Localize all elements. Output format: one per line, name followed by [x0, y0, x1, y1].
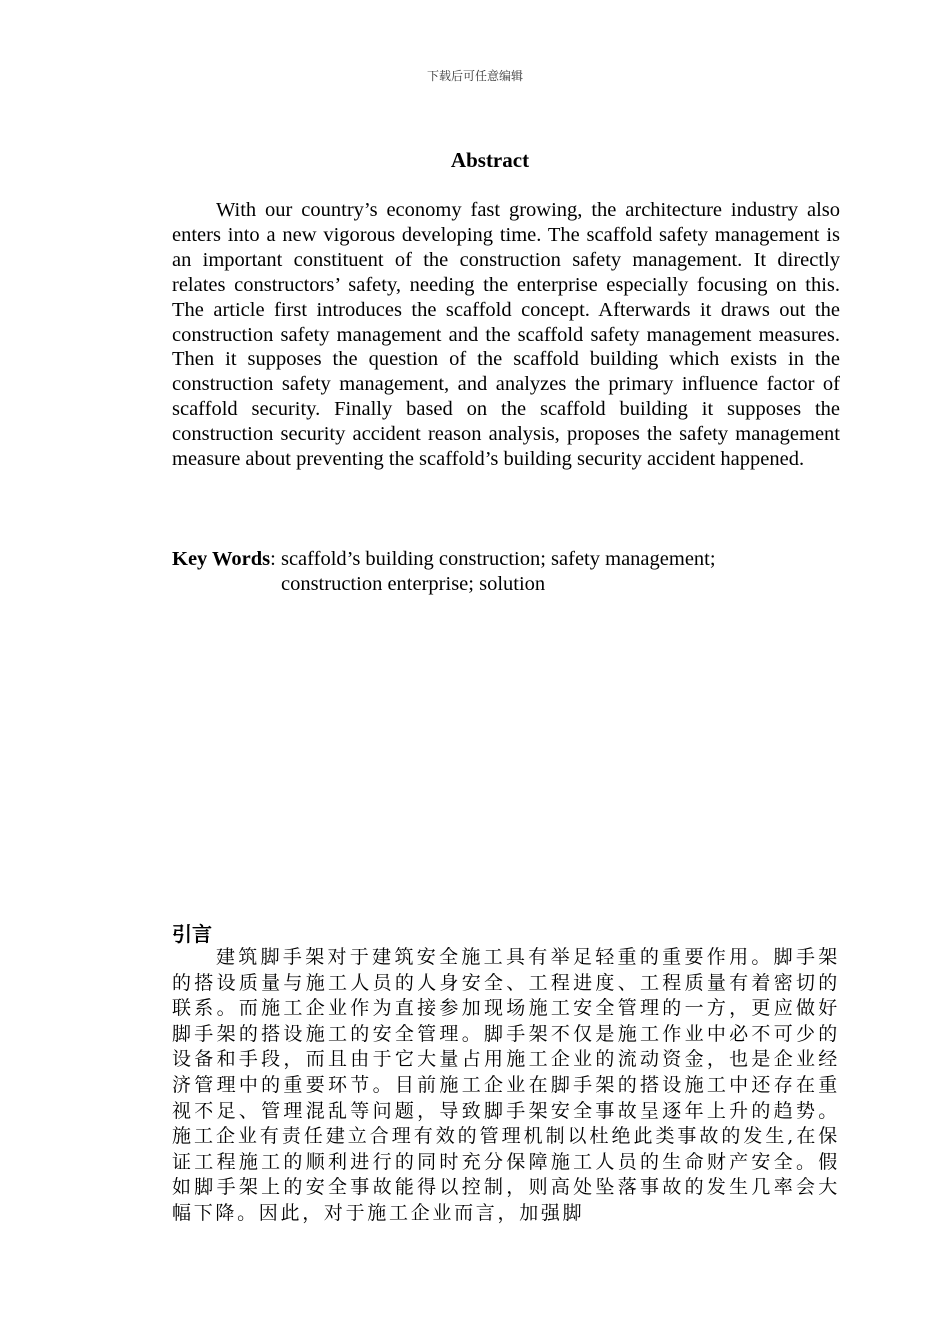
- keywords-list: [281, 547, 716, 597]
- header-note: 下载后可任意编辑: [426, 69, 523, 83]
- keywords-line-1: scaffold’s building construction; safety management;: [280, 548, 716, 570]
- introduction-heading: 引言: [172, 922, 212, 946]
- introduction-body: 建筑脚手架对于建筑安全施工具有举足轻重的重要作用。脚手架的搭设质量与施工人员的人身安全、工程进度、工程质量有着密切的联系。而施工企业作为直接参加现场施工安全管理的一方，更应做好脚手架的搭设施工的安全管理。脚手架不仅是施工作业中必不可少的设备和手段，而且由于它大量占用施工企业的流动资金，也是企业经济管理中的重要环节。目前施工企业在脚手架的搭设施工中还存在重视不足、管理混乱等问题，导致脚手架安全事故呈逐年上升的趋势。施工企业有责任建立合理有效的管理机制以杜绝此类事故的发生,在保证工程施工的顺利进行的同时充分保障施工人员的生命财产安全。假如脚手架上的安全事故能得以控制，则高处坠落事故的发生几率会大幅下降。因此，对于施工企业而言，加强脚: [172, 946, 840, 1224]
- keywords-line-2: construction enterprise; solution: [280, 573, 546, 595]
- keywords-block: [172, 547, 840, 597]
- abstract-title: Abstract: [450, 148, 530, 172]
- abstract-body: With our country’s economy fast growing, the architecture industry also enters into a new vigorous developing time. The scaffold safety management is an important constituent of the construction safety management. It directly relates constructors’ safety, needing the enterprise especially focusing on this. The article first introduces the scaffold concept. Afterwards it draws out the construction safety management and the scaffold safety management measures. Then it supposes the question of the scaffold building which exists in the construction safety management, and analyzes the primary influence factor of scaffold security. Finally based on the scaffold building it supposes the construction security accident reason analysis, proposes the safety management measure about preventing the scaffold’s building security accident happened.: [172, 199, 840, 471]
- keywords-colon: :: [270, 548, 281, 570]
- keywords-label: Key Words: [172, 548, 271, 570]
